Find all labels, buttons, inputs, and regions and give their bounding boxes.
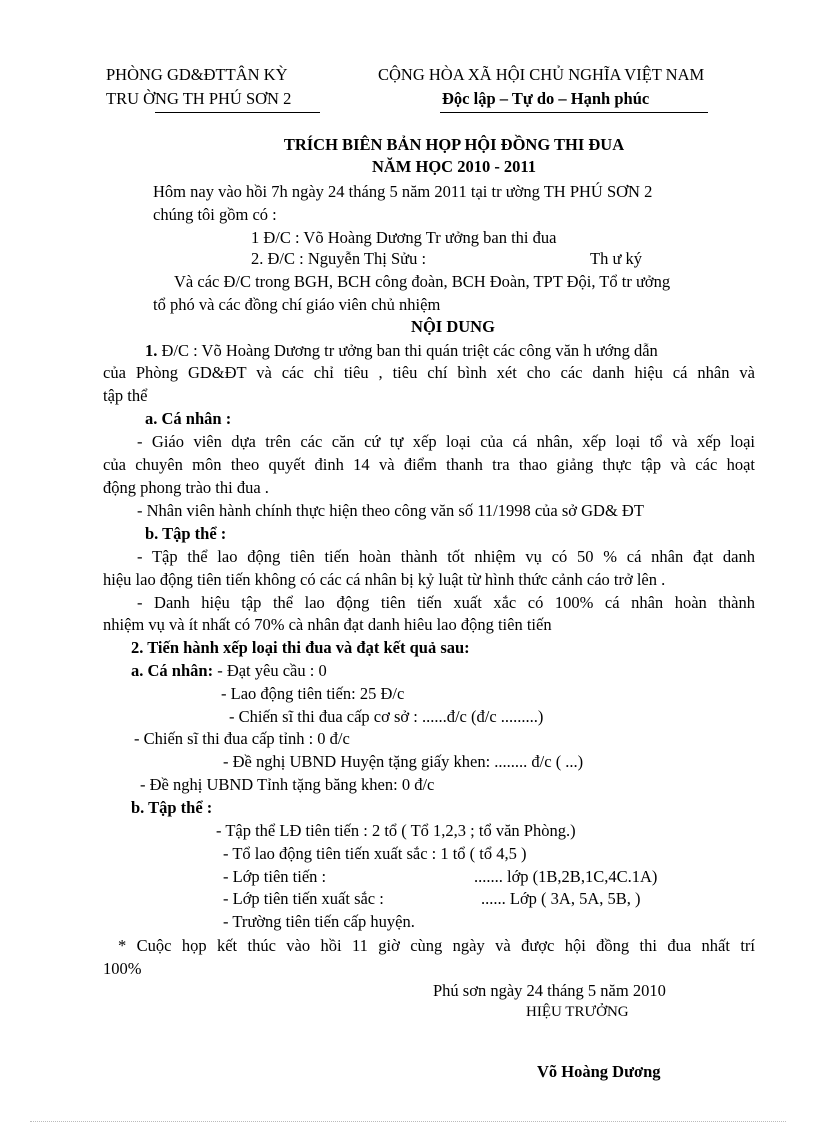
result-item: - Đạt yêu cầu : 0 — [213, 661, 327, 680]
section-1-number: 1. — [145, 341, 158, 360]
individual-heading: a. Cá nhân : — [145, 409, 232, 428]
section-1-line: của Phòng GD&ĐT và các chỉ tiêu , tiêu chí bình xét cho các danh hiệu cá nhân và — [103, 363, 755, 382]
section-1-text: Đ/C : Võ Hoàng Dương tr ưởng ban thi quán triệt các công văn h ướng dẫn — [157, 341, 658, 360]
school-name: TRU ỜNG TH PHÚ SƠN 2 — [106, 89, 292, 108]
individual-paragraph: - Giáo viên dựa trên các căn cứ tự xếp loại của cá nhân, xếp loại tổ và xếp loại — [137, 432, 755, 451]
section-1-line: tập thể — [103, 386, 148, 405]
results-individual-label: a. Cá nhân: — [131, 661, 214, 680]
member-2-role: Th ư ký — [590, 249, 643, 268]
page-bottom-dotted-rule — [30, 1121, 786, 1122]
collective-heading: b. Tập thể : — [145, 524, 227, 543]
signature-name: Võ Hoàng Dương — [537, 1062, 661, 1081]
result-item: - Lao động tiên tiến: 25 Đ/c — [221, 684, 405, 703]
result-item: - Trường tiên tiến cấp huyện. — [223, 912, 415, 931]
staff-paragraph: - Nhân viên hành chính thực hiện theo công văn số 11/1998 của sở GD& ĐT — [137, 501, 644, 520]
result-item: - Đề nghị UBND Tỉnh tặng băng khen: 0 đ/c — [140, 775, 435, 794]
section-1-line — [145, 340, 658, 362]
result-item-value: ....... lớp (1B,2B,1C,4C.1A) — [474, 867, 658, 886]
result-item: - Chiến sĩ thi đua cấp tỉnh : 0 đ/c — [134, 729, 350, 748]
school-name-underline — [155, 112, 320, 113]
collective-paragraph: nhiệm vụ và ít nhất có 70% cà nhân đạt danh hiêu lao động tiên tiến — [103, 615, 552, 634]
content-heading: NỘI DUNG — [411, 317, 495, 336]
result-item-value: ...... Lớp ( 3A, 5A, 5B, ) — [481, 889, 641, 908]
results-individual-line — [131, 660, 327, 682]
signature-place-date: Phú sơn ngày 24 tháng 5 năm 2010 — [433, 981, 666, 1000]
collective-paragraph: - Tập thể lao động tiên tiến hoàn thành tốt nhiệm vụ có 50 % cá nhân đạt danh — [137, 547, 755, 566]
attendees-line: tổ phó và các đồng chí giáo viên chủ nhiệm — [153, 295, 441, 314]
results-collective-heading: b. Tập thể : — [131, 798, 213, 817]
result-item: - Đề nghị UBND Huyện tặng giấy khen: ........ đ/c ( ...) — [223, 752, 584, 771]
signature-title: HIỆU TRƯỞNG — [526, 1004, 629, 1020]
individual-paragraph: động phong trào thi đua . — [103, 478, 269, 497]
intro-line: Hôm nay vào hồi 7h ngày 24 tháng 5 năm 2011 tại tr ường TH PHÚ SƠN 2 — [153, 182, 653, 201]
result-item-label: - Lớp tiên tiến : — [223, 867, 327, 886]
member-2-name: 2. Đ/C : Nguyễn Thị Sửu : — [251, 249, 427, 268]
national-title: CỘNG HÒA XÃ HỘI CHỦ NGHĨA VIỆT NAM — [378, 65, 705, 84]
result-item: - Tổ lao động tiên tiến xuất sắc : 1 tổ ( tổ 4,5 ) — [223, 844, 527, 863]
individual-paragraph: của chuyên môn theo quyết đinh 14 và điểm thanh tra thao giảng thực tập và các hoạt — [103, 455, 755, 474]
member-1: 1 Đ/C : Võ Hoàng Dương Tr ưởng ban thi đua — [251, 228, 557, 247]
attendees-line: Và các Đ/C trong BGH, BCH công đoàn, BCH Đoàn, TPT Đội, Tổ tr ưởng — [174, 272, 671, 291]
department-name: PHÒNG GD&ĐTTÂN KỲ — [106, 65, 288, 84]
result-item-label: - Lớp tiên tiến xuất sắc : — [223, 889, 384, 908]
school-year: NĂM HỌC 2010 - 2011 — [371, 157, 537, 176]
intro-line: chúng tôi gồm có : — [153, 205, 277, 224]
collective-paragraph: - Danh hiệu tập thể lao động tiên tiến xuất xắc có 100% cá nhân hoàn thành — [137, 593, 755, 612]
national-motto: Độc lập – Tự do – Hạnh phúc — [442, 89, 650, 108]
section-2-heading: 2. Tiến hành xếp loại thi đua và đạt kết quả sau: — [131, 638, 470, 657]
closing-line: 100% — [103, 959, 142, 978]
collective-paragraph: hiệu lao động tiên tiến không có các cá nhân bị kỷ luật từ hình thức cảnh cáo trở lên . — [103, 570, 666, 589]
closing-line: * Cuộc họp kết thúc vào hồi 11 giờ cùng ngày và được hội đồng thi đua nhất trí — [118, 936, 755, 955]
document-title: TRÍCH BIÊN BẢN HỌP HỘI ĐỒNG THI ĐUA — [283, 135, 625, 154]
result-item: - Chiến sĩ thi đua cấp cơ sở : ......đ/c (đ/c .........) — [229, 707, 544, 726]
national-motto-underline — [440, 112, 708, 113]
result-item: - Tập thể LĐ tiên tiến : 2 tổ ( Tổ 1,2,3 ; tổ văn Phòng.) — [216, 821, 576, 840]
